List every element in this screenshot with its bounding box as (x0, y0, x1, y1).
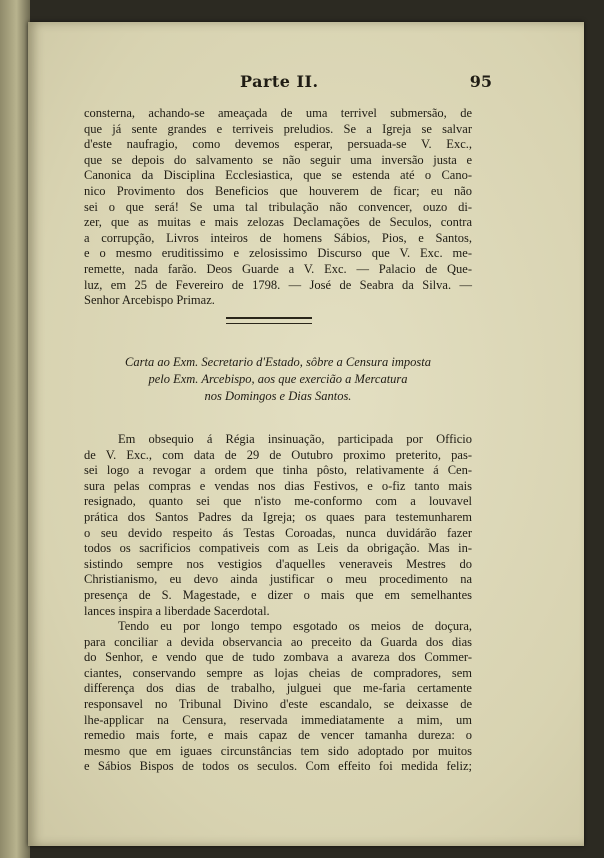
text-line: Christianismo, eu devo ainda justificar o meu procedimento na (84, 572, 472, 587)
text-line: resignado, quanto sei que n'isto me-conformo com a louvavel (84, 494, 472, 509)
text-line: sura pelas compras e vendas nos dias Festivos, e o-fiz tanto mais (84, 478, 472, 493)
section-divider (226, 317, 312, 324)
text-line: nico Provimento dos Beneficios que houverem de ficar; eu não (84, 183, 472, 198)
text-line: presença de S. Magestade, e dizer o mais que em semelhantes (84, 587, 472, 602)
text-line: remette, nada farão. Deos Guarde a V. Exc. — Palacio de Que- (84, 261, 472, 276)
running-header (28, 72, 584, 98)
text-line: d'este naufragio, como devemos esperar, persuada-se V. Exc., (84, 137, 472, 152)
text-line: sei o que será! Se uma tal tribulação não convencer, ouzo di- (84, 199, 472, 214)
text-line: sistindo sempre nos vestigios d'aquelles veneraveis Mestres do (84, 556, 472, 571)
text-line: ciantes, conservando sempre as lojas cheias de compradores, sem (84, 665, 472, 680)
paragraph-1 (84, 106, 472, 309)
text-line: e o mesmo eruditissimo e zelosissimo Discurso que V. Exc. me- (84, 246, 472, 261)
book-page (28, 22, 584, 846)
text-line: mesmo que em iguaes circunstâncias tem sido adoptado por muitos (84, 743, 472, 758)
text-line: lhe-applicar na Censura, reservada immediatamente a mim, um (84, 712, 472, 727)
text-line: lances inspira a liberdade Sacerdotal. (84, 603, 270, 618)
paragraph-3 (84, 619, 472, 775)
text-line: Canonica da Disciplina Ecclesiastica, que se estenda até o Cano- (84, 168, 472, 183)
text-line: prática dos Santos Padres da Igreja; os quaes para testemunharem (84, 509, 472, 524)
text-line: sei logo a revogar a ordem que tinha pôsto, relativamente á Cen- (84, 463, 472, 478)
heading-line: pelo Exm. Arcebispo, aos que exercião a Mercatura (148, 372, 408, 386)
heading-line: nos Domingos e Dias Santos. (204, 389, 352, 403)
letter-heading (84, 354, 472, 405)
text-line: zer, que as muitas e mais zelozas Declamações de Seculos, contra (84, 215, 472, 230)
paragraph-2 (84, 432, 472, 619)
section-title: Parte II. (240, 72, 319, 91)
facing-page-edge (0, 0, 30, 858)
text-line: que já sente grandes e terriveis preludios. Se a Igreja se salvar (84, 121, 472, 136)
text-line: Senhor Arcebispo Primaz. (84, 293, 215, 308)
text-line: de V. Exc., com data de 29 de Outubro proximo preterito, pas- (84, 447, 472, 462)
text-line: que se depois do salvamento se não seguir uma inversão justa e (84, 152, 472, 167)
text-line: para conciliar a devida observancia ao preceito da Guarda dos dias (84, 634, 472, 649)
heading-line: Carta ao Exm. Secretario d'Estado, sôbre a Censura imposta (125, 355, 431, 369)
text-line: consterna, achando-se ameaçada de uma terrivel submersão, de (84, 106, 472, 120)
text-line: o seu devido respeito ás Testas Coroadas, nunca duvidárão fazer (84, 525, 472, 540)
text-line: e Sábios Bispos de todos os seculos. Com effeito foi medida feliz; (84, 759, 472, 774)
text-line: Tendo eu por longo tempo esgotado os meios de doçura, (118, 619, 472, 633)
text-line: a corrupção, Livros inteiros de homens Sábios, Pios, e Santos, (84, 230, 472, 245)
text-line: luz, em 25 de Fevereiro de 1798. — José de Seabra da Silva. — (84, 277, 472, 292)
page-number: 95 (469, 72, 492, 91)
text-line: responsavel no Tribunal Divino d'este escandalo, se deixasse de (84, 696, 472, 711)
text-line: Em obsequio á Régia insinuação, participada por Officio (118, 432, 472, 446)
text-line: remedio mais forte, e mais capaz de vencer tamanha dureza: o (84, 728, 472, 743)
text-line: todos os sacrificios compativeis com as Leis da obrigação. Mas in- (84, 541, 472, 556)
text-line: do Senhor, e vendo que de tudo zombava a avareza dos Commer- (84, 650, 472, 665)
text-line: differença dos dias de trabalho, julguei que me-faria certamente (84, 681, 472, 696)
